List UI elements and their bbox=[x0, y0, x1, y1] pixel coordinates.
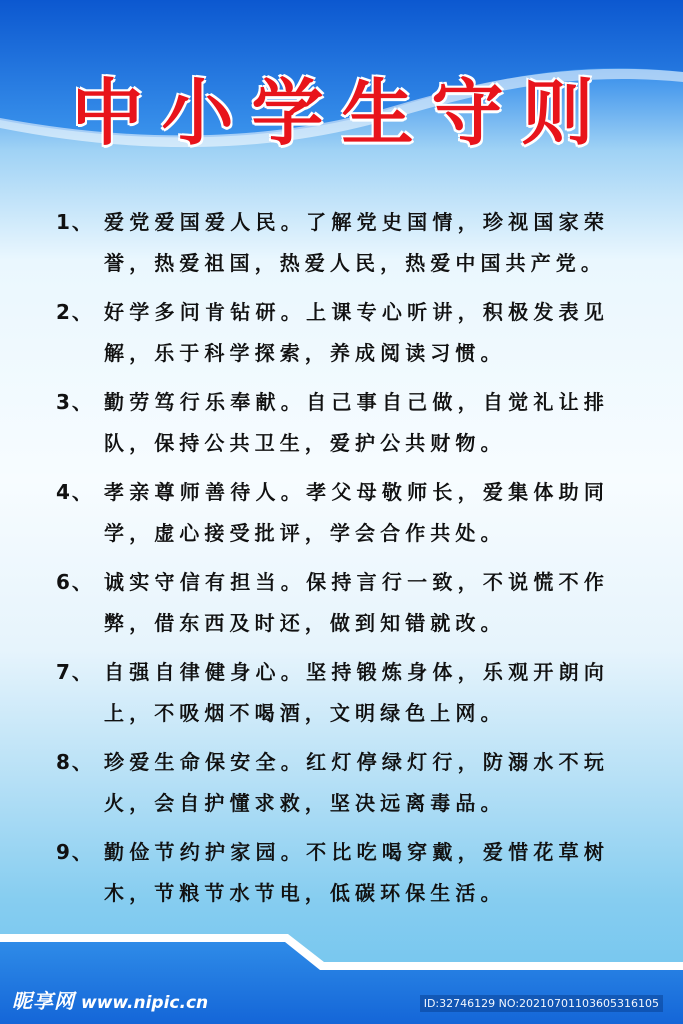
rule-item bbox=[56, 652, 616, 734]
rule-text: 爱党爱国爱人民。了解党史国情，珍视国家荣誉，热爱祖国，热爱人民，热爱中国共产党。 bbox=[104, 210, 609, 275]
rule-number: 2、 bbox=[56, 300, 94, 324]
rule-item bbox=[56, 382, 616, 464]
rule-item bbox=[56, 292, 616, 374]
rule-number: 9、 bbox=[56, 840, 94, 864]
rules-list bbox=[56, 202, 616, 922]
rule-item bbox=[56, 202, 616, 284]
rule-number: 4、 bbox=[56, 480, 94, 504]
rule-item bbox=[56, 472, 616, 554]
rule-text: 勤劳笃行乐奉献。自己事自己做，自觉礼让排队，保持公共卫生，爱护公共财物。 bbox=[104, 390, 609, 455]
rule-text: 孝亲尊师善待人。孝父母敬师长，爱集体助同学，虚心接受批评，学会合作共处。 bbox=[104, 480, 609, 545]
rule-number: 1、 bbox=[56, 210, 94, 234]
rule-item bbox=[56, 562, 616, 644]
rule-text: 珍爱生命保安全。红灯停绿灯行，防溺水不玩火，会自护懂求救，坚决远离毒品。 bbox=[104, 750, 609, 815]
rule-item bbox=[56, 832, 616, 914]
image-id-label: ID:32746129 NO:20210701103605316105 bbox=[420, 995, 663, 1012]
rule-text: 好学多问肯钻研。上课专心听讲，积极发表见解，乐于科学探索，养成阅读习惯。 bbox=[104, 300, 609, 365]
rule-item bbox=[56, 742, 616, 824]
rule-number: 3、 bbox=[56, 390, 94, 414]
poster-title: 中小学生守则 bbox=[71, 71, 612, 155]
rule-number: 7、 bbox=[56, 660, 94, 684]
rule-text: 自强自律健身心。坚持锻炼身体，乐观开朗向上，不吸烟不喝酒，文明绿色上网。 bbox=[104, 660, 609, 725]
logo-text: 昵享网 bbox=[12, 989, 75, 1013]
rule-text: 勤俭节约护家园。不比吃喝穿戴，爱惜花草树木，节粮节水节电，低碳环保生活。 bbox=[104, 840, 609, 905]
rule-text: 诚实守信有担当。保持言行一致，不说慌不作弊，借东西及时还，做到知错就改。 bbox=[104, 570, 609, 635]
site-url: www.nipic.cn bbox=[81, 993, 209, 1013]
rule-number: 8、 bbox=[56, 750, 94, 774]
site-logo bbox=[12, 985, 208, 1014]
rule-number: 6、 bbox=[56, 570, 94, 594]
